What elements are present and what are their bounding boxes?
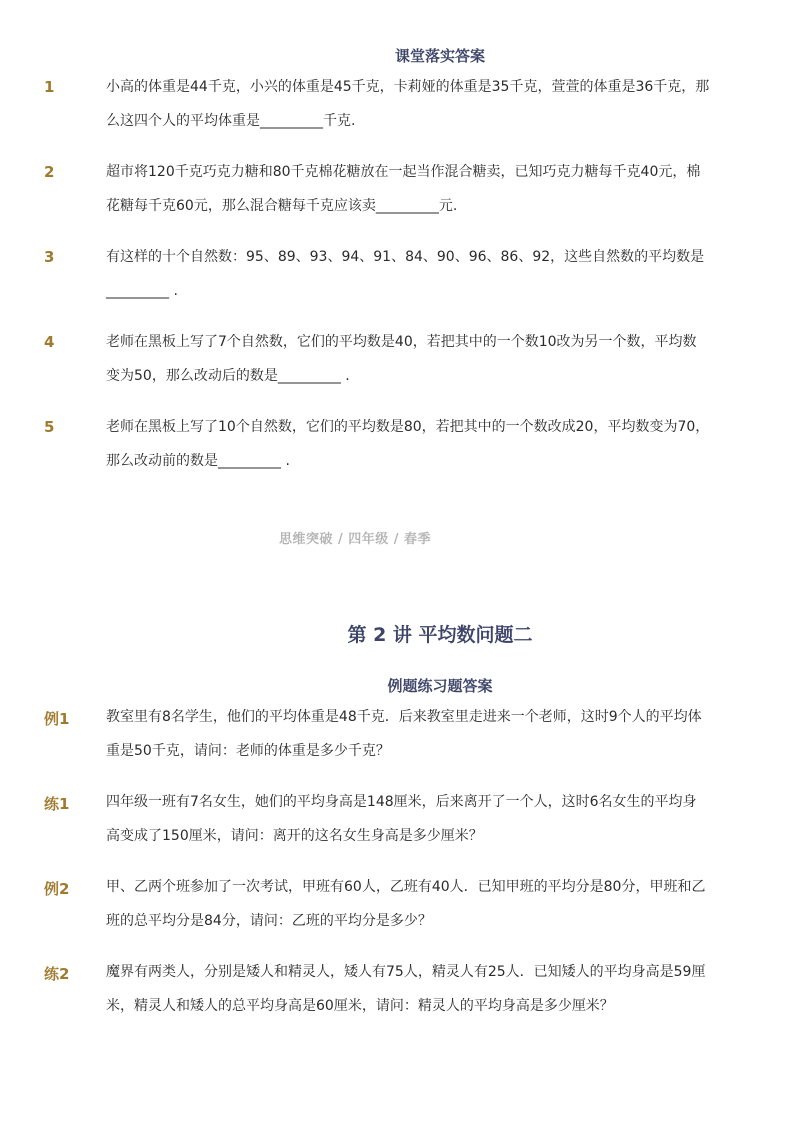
question-number: 1: [44, 78, 55, 96]
question-line: 教室里有8名学生，他们的平均体重是48千克．后来教室里走进来一个老师，这时9个人的平均体: [106, 709, 702, 725]
question-text: [106, 240, 718, 308]
question-number: 5: [44, 418, 55, 436]
question-text: [106, 700, 718, 768]
question-line: 有这样的十个自然数：95、89、93、94、91、84、90、96、86、92，这些自然数的平均数是: [106, 249, 705, 265]
question-line: 老师在黑板上写了7个自然数，它们的平均数是40，若把其中的一个数10改为另一个数，平均数: [106, 334, 697, 350]
question-line: 甲、乙两个班参加了一次考试，甲班有60人，乙班有40人．已知甲班的平均分是80分，甲班和乙: [106, 879, 706, 895]
question-number: 练2: [44, 965, 70, 983]
question-line: 超市将120千克巧克力糖和80千克棉花糖放在一起当作混合糖卖，已知巧克力糖每千克40元，棉: [106, 164, 701, 180]
question-line: 么这四个人的平均体重是_________千克.: [106, 113, 356, 129]
question-line: 老师在黑板上写了10个自然数，它们的平均数是80，若把其中的一个数改成20，平均数变为70，: [106, 419, 710, 435]
question-text: [106, 955, 718, 1023]
question-line: 花糖每千克60元，那么混合糖每千克应该卖_________元.: [106, 198, 458, 214]
question-line: 重是50千克，请问：老师的体重是多少千克？: [106, 743, 390, 759]
section-title-example-answers: 例题练习题答案: [387, 677, 493, 695]
question-text: [106, 325, 718, 393]
question-line: 那么改动前的数是_________ .: [106, 453, 290, 469]
question-number: 练1: [44, 795, 70, 813]
question-number: 3: [44, 248, 55, 266]
question-line: 班的总平均分是84分，请问：乙班的平均分是多少？: [106, 913, 432, 929]
question-line: 四年级一班有7名女生，她们的平均身高是148厘米，后来离开了一个人，这时6名女生的平均身: [106, 794, 697, 810]
question-line: _________ .: [106, 283, 178, 299]
question-number: 例2: [44, 880, 70, 898]
question-text: [106, 870, 718, 938]
question-line: 魔界有两类人，分别是矮人和精灵人，矮人有75人，精灵人有25人．已知矮人的平均身高是59厘: [106, 964, 706, 980]
section-title-classroom-answers: 课堂落实答案: [394, 47, 485, 65]
question-number: 2: [44, 163, 55, 181]
question-line: 高变成了150厘米，请问：离开的这名女生身高是多少厘米？: [106, 828, 483, 844]
page-footer: 思维突破 / 四年级 / 春季: [278, 532, 432, 547]
question-line: 变为50，那么改动后的数是_________ .: [106, 368, 350, 384]
question-text: [106, 785, 718, 853]
question-text: [106, 155, 718, 223]
question-line: 米，精灵人和矮人的总平均身高是60厘米，请问：精灵人的平均身高是多少厘米？: [106, 998, 614, 1014]
question-line: 小高的体重是44千克，小兴的体重是45千克，卡莉娅的体重是35千克，萱萱的体重是36千克，那: [106, 79, 710, 95]
question-text: [106, 410, 718, 478]
question-text: [106, 70, 718, 138]
question-number: 例1: [44, 710, 70, 728]
lecture-title: 第 2 讲 平均数问题二: [347, 624, 533, 646]
question-number: 4: [44, 333, 55, 351]
